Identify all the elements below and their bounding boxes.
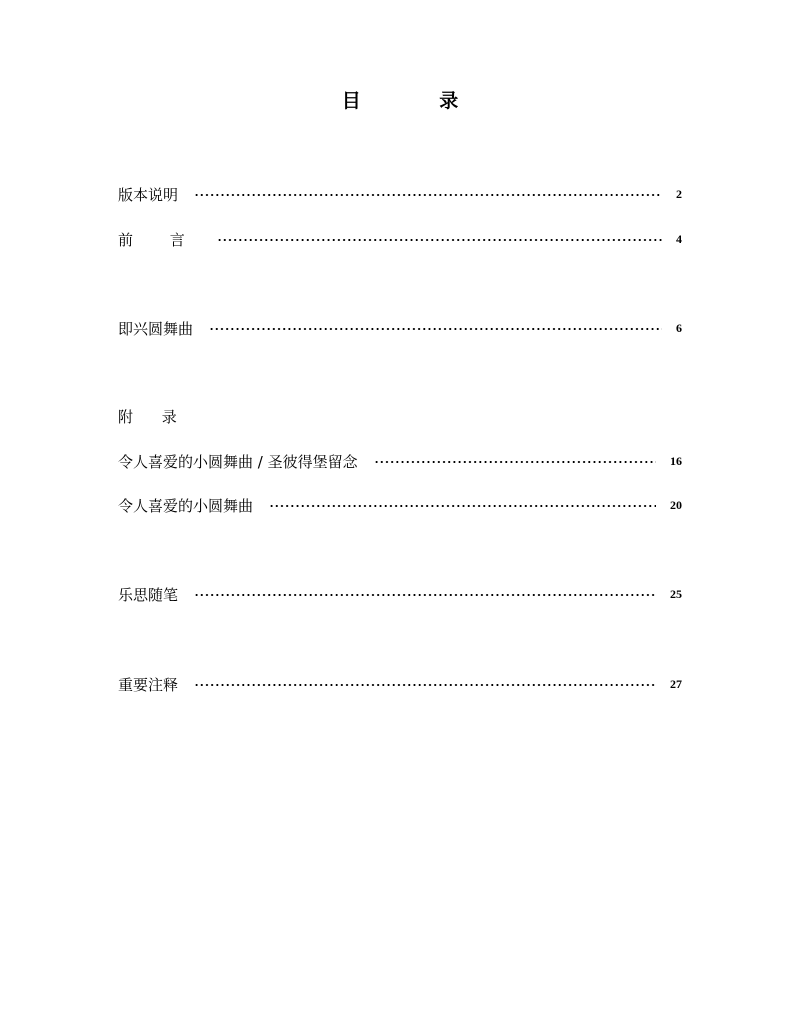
- dot-leader: [374, 461, 656, 463]
- toc-entry-page: 6: [676, 320, 682, 335]
- toc-entry-page: 27: [670, 676, 682, 691]
- dot-leader: [217, 239, 662, 241]
- toc-entry-little-waltz[interactable]: [118, 494, 682, 516]
- toc-entry-page: 4: [676, 231, 682, 246]
- toc-entry-little-waltz-st-petersburg[interactable]: [118, 450, 682, 472]
- toc-entry-label: 乐思随笔: [118, 585, 179, 604]
- toc-entry-label: 令人喜爱的小圆舞曲 / 圣彼得堡留念: [118, 452, 358, 471]
- toc-entry-impromptu-waltz[interactable]: [118, 317, 682, 339]
- toc-entry-important-notes[interactable]: [118, 673, 682, 695]
- toc-entry-label: 令人喜爱的小圆舞曲: [118, 496, 254, 515]
- toc-entry-page: 25: [670, 586, 682, 601]
- dot-leader: [194, 194, 662, 196]
- toc-entry-edition-notes[interactable]: [118, 183, 682, 205]
- toc-entry-page: 16: [670, 453, 682, 468]
- appendix-heading: 附 录: [118, 408, 189, 426]
- toc-entry-preface[interactable]: [118, 228, 682, 250]
- toc-entry-musical-notes[interactable]: [118, 583, 682, 605]
- dot-leader: [269, 505, 656, 507]
- toc-entry-label: 重要注释: [118, 675, 179, 694]
- toc-entry-label: 即兴圆舞曲: [118, 319, 194, 338]
- page-title: 目 录: [341, 90, 495, 112]
- toc-entry-page: 20: [670, 497, 682, 512]
- toc-entry-label: 版本说明: [118, 185, 179, 204]
- toc-entry-page: 2: [676, 186, 682, 201]
- dot-leader: [194, 684, 656, 686]
- toc-entry-label: 前 言: [118, 230, 201, 249]
- dot-leader: [209, 328, 662, 330]
- dot-leader: [194, 594, 656, 596]
